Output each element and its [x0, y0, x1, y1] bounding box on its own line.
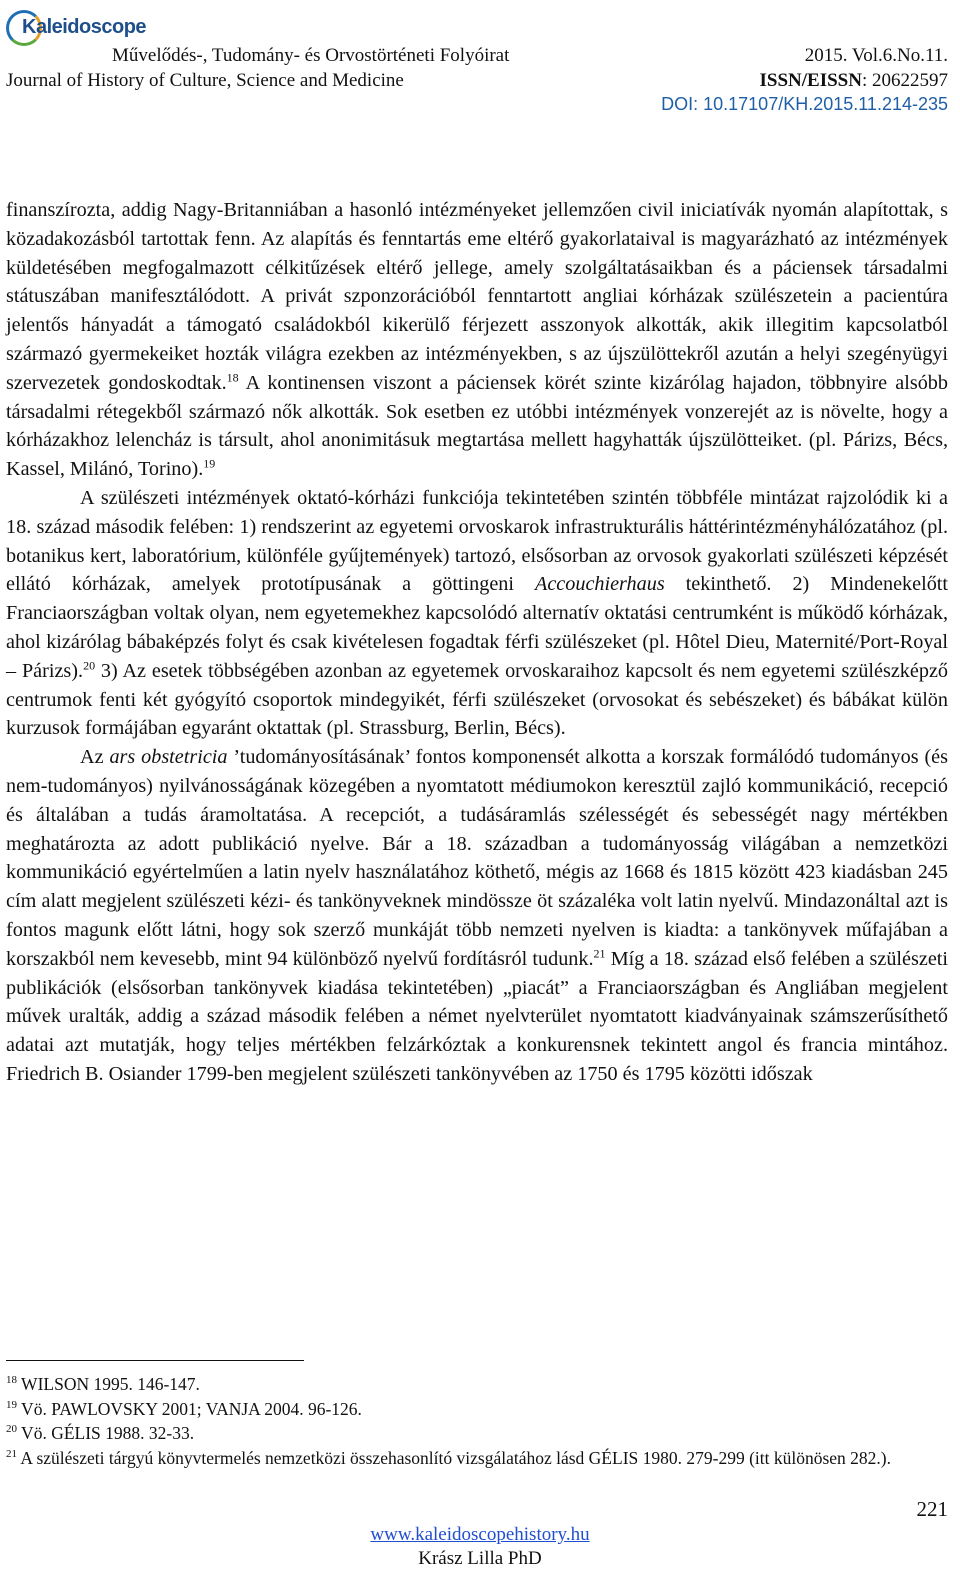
footnote — [6, 1446, 948, 1471]
journal-logo — [6, 8, 147, 54]
paragraph-2 — [6, 484, 948, 743]
footnote-text: WILSON 1995. 146-147. — [17, 1374, 200, 1394]
footnote — [6, 1397, 948, 1422]
paragraph-text: ’tudományosításának’ fontos komponensét alkotta a korszak formálódó tudományos (és nem-tudományos) nyilvánosságának közegében a nyomtatott médiumokon keresztül zajló kommunikáció, recepció és általában a tudás áramoltatása. A recepciót, a tudásáramlás szélességét és sebességét nagy mértékben meghatározta az adott publikáció nyelve. Bár a 18. században a tudományosság világában a nemzetközi kommunikáció egyértelműen a latin nyelv használatához köthető, mégis az 1668 és 1815 között 423 kiadásban 245 cím alatt megjelent szülészeti kézi- és tankönyveknek mindössze öt százaléka volt latin nyelvű. Mindazonáltal azt is fontos magunk előtt látni, hogy sok szerző munkáját több nemzeti nyelven is kiadta: a tankönyvek műfajában a korszakból nem kevesebb, mint 94 különböző nyelvű fordításról tudunk. — [6, 746, 949, 970]
paragraph-1 — [6, 196, 948, 484]
volume-info: 2015. Vol.6.No.11. — [804, 45, 948, 66]
journal-title-en: Journal of History of Culture, Science and Medicine — [6, 70, 404, 91]
paragraph-text: finanszírozta, addig Nagy-Britanniában a hasonló intézményeket jellemzően civil iniciatívák nyomán alapítottak, s közadakozásból tartottak fenn. Az alapítás és fenntartás eme eltérő gyakorlataival is magyarázható az intézmények küldetésében megfogalmazott célkitűzések eltérő jellege, amely szolgáltatásaikban és a páciensek társadalmi státuszában manifesztálódott. A privát szponzorációból fenntartott angliai kórházak szülészetein a pacientúra jelentős hányadát a támogató családokból kikerülő férjezett asszonyok alkották, akik illegitim kapcsolatból származó gyermekeiket hozták világra ezekben az intézményekben, s az újszülöttekről azután a helyi szegényügyi szervezetek gondoskodtak. — [6, 199, 948, 394]
italic-term: ars obstetricia — [109, 746, 228, 769]
footer-author: Krász Lilla PhD — [418, 1548, 542, 1569]
footnote-ref-19[interactable]: 19 — [203, 456, 216, 471]
footnote — [6, 1421, 948, 1446]
logo-text: Kaleidoscope — [22, 16, 147, 38]
article-body — [6, 196, 948, 1089]
journal-title-hu: Művelődés-, Tudomány- és Orvostörténeti Folyóirat — [112, 45, 510, 66]
footnote-text: Vö. GÉLIS 1988. 32-33. — [17, 1423, 195, 1443]
footnote-number: 19 — [6, 1398, 17, 1411]
italic-term: Accouchierhaus — [535, 573, 665, 596]
paragraph-text: A kontinensen viszont a páciensek körét szinte kizárólag hajadon, többnyire alsóbb társadalmi rétegekből származó nők alkották. Sok esetben ez utóbbi intézmények vonzerejét az is növelte, hogy a kórházakhoz lelencház is társult, ahol anonimitásuk megtartása mellett hagyhatták újszülötteiket. (pl. Párizs, Bécs, Kassel, Milánó, Torino). — [6, 371, 948, 481]
paragraph-3 — [6, 743, 948, 1089]
footnote — [6, 1372, 948, 1397]
footnote-ref-20[interactable]: 20 — [83, 658, 96, 673]
paragraph-text: Míg a 18. század első felében a szülészeti publikációk (elsősorban tankönyvek kiadása tekintetében) „piacát” a Franciaországban és Angliában megjelent művek uralták, addig a század második felében a német nyelvterület nyomtatott kiadványainak számszerűsíthető adatai azt mutatják, hogy teljes mértékben felzárkóztak a konkurensnek tekintett angol és francia mintához. Friedrich B. Osiander 1799-ben megjelent szülészeti tankönyvében az 1750 és 1795 közötti időszak — [6, 947, 948, 1085]
paragraph-text: Az — [80, 746, 110, 769]
website-link[interactable]: www.kaleidoscopehistory.hu — [370, 1524, 590, 1545]
paragraph-text: tekinthető. 2) Mindenekelőtt Franciaországban voltak olyan, nem egyetemekhez kapcsolódó alternatív oktatási centrumként is működő kórházak, ahol kizárólag bábaképzés folyt és csak kivételesen fogadtak férfi szülészeket (pl. Hôtel Dieu, Maternité/Port-Royal – Párizs). — [6, 573, 948, 682]
issn-label: ISSN/EISSN — [759, 70, 862, 91]
footnote-text: A szülészeti tárgyú könyvtermelés nemzetközi összehasonlító vizsgálatához lásd GÉLIS 1980. 279-299 (itt különösen 282.). — [17, 1447, 892, 1468]
issn-value: : 20622597 — [861, 70, 948, 91]
footnote-number: 20 — [6, 1423, 17, 1436]
footnote-ref-21[interactable]: 21 — [593, 945, 606, 960]
footnote-ref-18[interactable]: 18 — [226, 370, 239, 385]
footnote-divider — [6, 1360, 304, 1361]
footnote-number: 18 — [6, 1374, 17, 1387]
issn-info — [760, 70, 948, 92]
footnote-number: 21 — [6, 1447, 17, 1460]
paragraph-text: 3) Az esetek többségében azonban az egyetemek orvoskaraihoz kapcsolt és nem egyetemi szülészképző centrumok fenti két gyógyító csoportok mindegyikét, férfi szülészeket (orvosokat és sebészeket) és bábákat külön kurzusok formájában egyaránt oktattak (pl. Strassburg, Berlin, Bécs). — [6, 659, 949, 740]
doi-link[interactable]: DOI: 10.17107/KH.2015.11.214-235 — [661, 94, 948, 114]
footnotes — [6, 1372, 948, 1470]
page-number: 221 — [916, 1497, 948, 1521]
footnote-text: Vö. PAWLOVSKY 2001; VANJA 2004. 96-126. — [17, 1398, 362, 1419]
footer-url — [0, 1524, 960, 1546]
paragraph-text: A szülészeti intézmények oktató-kórházi funkciója tekintetében szintén többféle mintázat rajzolódik ki a 18. század második felében: 1) rendszerint az egyetemi orvoskarok infrastrukturális háttérintézményhálózatához (pl. botanikus kert, laboratórium, különféle gyűjtemények) tartozó, elsősorban az orvosok gyakorlati szülészeti képzését ellátó kórházak, amelyek prototípusának a göttingeni — [6, 486, 948, 596]
